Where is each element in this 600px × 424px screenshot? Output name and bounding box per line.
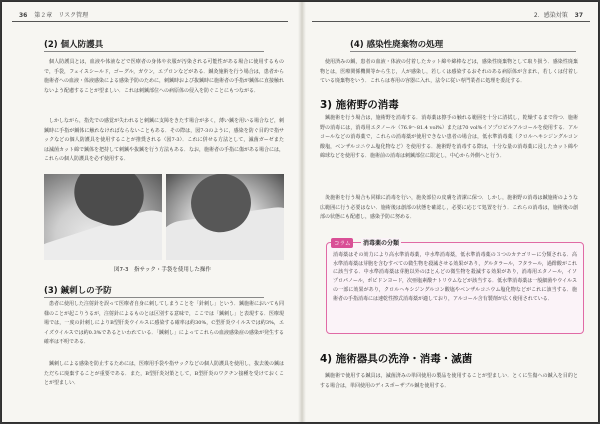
heading-needlestick: (3) 鍼刺しの予防 xyxy=(44,286,112,296)
heading-underline xyxy=(44,51,264,52)
photo-finger-cot xyxy=(44,174,162,260)
page-number-left: 36 xyxy=(19,12,28,19)
needlestick-paragraph-2: 鍼刺しによる感染を防止するためには，医療用手袋や指サックなどの個人防護具を使用し，抜去後の鍼はただちに廃棄することが重要である．また，B型肝炎対策として，B型肝炎のワクチン接種を受けておくことが望ましい． xyxy=(44,361,284,387)
right-page xyxy=(306,2,598,422)
disinfection-paragraph-2: 灸施術を行う場合も同様に消毒を行い，施灸部位の皮膚を清潔に保つ．しかし，施術野の消毒は鍼施術のような広範囲に行う必要はない．施術後は創部の状態を確認し，必要に応じて処置を行う．これらの消毒は，施術後の創部の状態にも配慮し，感染予防に努める． xyxy=(320,195,578,221)
ppe-paragraph-2: しかしながら，指先での感覚が失われると刺鍼に支障をきたす場合が多く，薄い鍼を用いる場合など，刺鍼時に手指が鍼体に触れなければならないこともある．その際は，図7-3のように，感染を防ぐ目的で指サックなどの個人防護具を使用することが推奨される（図7-3）．これに併せる方法として，滅菌ガーゼまたは滅菌カット綿で鍼体を把持して刺鍼や抜鍼を行う方法もある．なお，施術者の手指に傷がある場合には，これらの個人防護具を必ず使用する． xyxy=(44,118,284,163)
section-label: 2．感染対策 xyxy=(533,12,568,19)
heading-waste: (4) 感染性廃棄物の処理 xyxy=(350,40,444,50)
column-box xyxy=(326,242,584,334)
head-rule xyxy=(312,21,590,22)
column-body: 消毒薬はその効力により高水準消毒薬，中水準消毒薬，低水準消毒薬の３つのカテゴリーに分類される．高水準消毒薬は芽胞を含むすべての微生物を殺滅させる効果があり，グルタラール，フタラール，過酢酸がこれに該当する．中水準消毒薬は芽胞以外のほとんどの微生物を殺滅する効果があり，消毒用エタノール，イソプロパノール，ポビドンヨード，次亜塩素酸ナトリウムなどが該当する．低水準消毒薬は一般細菌やウイルスの一部に効果があり，クロルヘキシジングルコン酸塩やベンザルコニウム塩化物などがこれに該当する．施術者の手指消毒には速乾性擦式消毒薬が適しており，アルコール含有製剤が広く使用されている． xyxy=(333,252,577,302)
head-rule xyxy=(12,21,288,22)
ppe-paragraph-1: 個人防護具とは，血液や体液などで医療者の身体や衣服が汚染される可能性がある場合に使用するもので，手袋，フェイスシールド，ゴーグル，ガウン，エプロンなどがある．鍼灸施術を行う場合は，患者から施術者への血液・体液感染による感染予防のために，刺鍼時および抜鍼時に施術者の手指が鍼体に直接触れないよう配慮することが望ましい．これは刺鍼部位への病原体の侵入を防ぐことにもつながる． xyxy=(44,59,284,94)
heading-underline xyxy=(350,51,576,52)
column-title: 消毒薬の分類 xyxy=(363,240,400,247)
chapter-title: リスク管理 xyxy=(58,12,89,19)
left-running-head xyxy=(14,10,88,19)
heading-disinfection: 3) 施術野の消毒 xyxy=(320,99,399,111)
book-gutter xyxy=(298,2,306,422)
heading-ppe: (2) 個人防護具 xyxy=(44,40,104,50)
page-number-right: 37 xyxy=(574,12,583,19)
heading-instruments: 4) 施術器具の洗浄・消毒・滅菌 xyxy=(320,353,473,365)
photo-glove xyxy=(166,174,284,260)
heading-underline xyxy=(44,297,264,298)
book-spread xyxy=(2,2,598,422)
needlestick-paragraph-1: 患者に使用した注射針を誤って医療者自身に刺してしまうことを「針刺し」という．鍼施術においても同様のことが起こりうるが，注射針によるものとは区別する意味で，ここでは「鍼刺し」と表現する．医療現場では，一度の針刺しによりB型肝炎ウイルスに感染する確率は約30%，C型肝炎ウイルスでは約3%，エイズウイルスでは約0.3%であるといわれている．「鍼刺し」によってこれらの血液感染症の感染が発生する確率は不明である． xyxy=(44,301,284,346)
waste-paragraph: 使用済みの鍼，患者の血液・体液の付着したカット綿や綿棒などは，感染性廃棄物として取り扱う．感染性廃棄物とは，医療関係機関等から生じ，人が感染し，若しくは感染するおそれのある病原体が含まれ，若しくは付着している廃棄物をいう．これらは専用の容器に入れ，法令に従い専門業者に処理を委託する． xyxy=(320,59,578,85)
right-running-head xyxy=(534,10,588,19)
left-page xyxy=(2,2,298,422)
instruments-paragraph: 鍼施術で使用する鍼具は，滅菌済みの単回使用の製品を使用することが望ましい．とくに生傷への鍼入を目的とする場合は，単回使用のディスポーザブル鍼を使用する． xyxy=(320,373,578,389)
column-tag: コラム xyxy=(331,238,353,248)
disinfection-paragraph-1: 鍼施術を行う場合は，施術野を消毒する．消毒薬は擦手の触れる範囲を十分に清拭し，乾燥するまで待つ．施術野の消毒には，消毒用エタノール（76.9〜81.4 vol%）または70 vol%イソプロピルアルコールを使用する．アルコールなどの消毒薬で，これらの消毒薬が使用できない患者の場合は，低水準消毒薬（クロルヘキシジングルコン酸塩，ベンザルコニウム塩化物など）を使用する．施術野を消毒する際は，十分な量の消毒薬に浸したカット綿や綿球などを使用する．施術前の消毒は刺鍼部位に限定し，中心から外側へと行う． xyxy=(320,115,578,160)
chapter-label: 第２章 xyxy=(34,12,53,19)
figure-caption: 図7-3 指サック・手袋を使用した操作 xyxy=(114,267,211,273)
